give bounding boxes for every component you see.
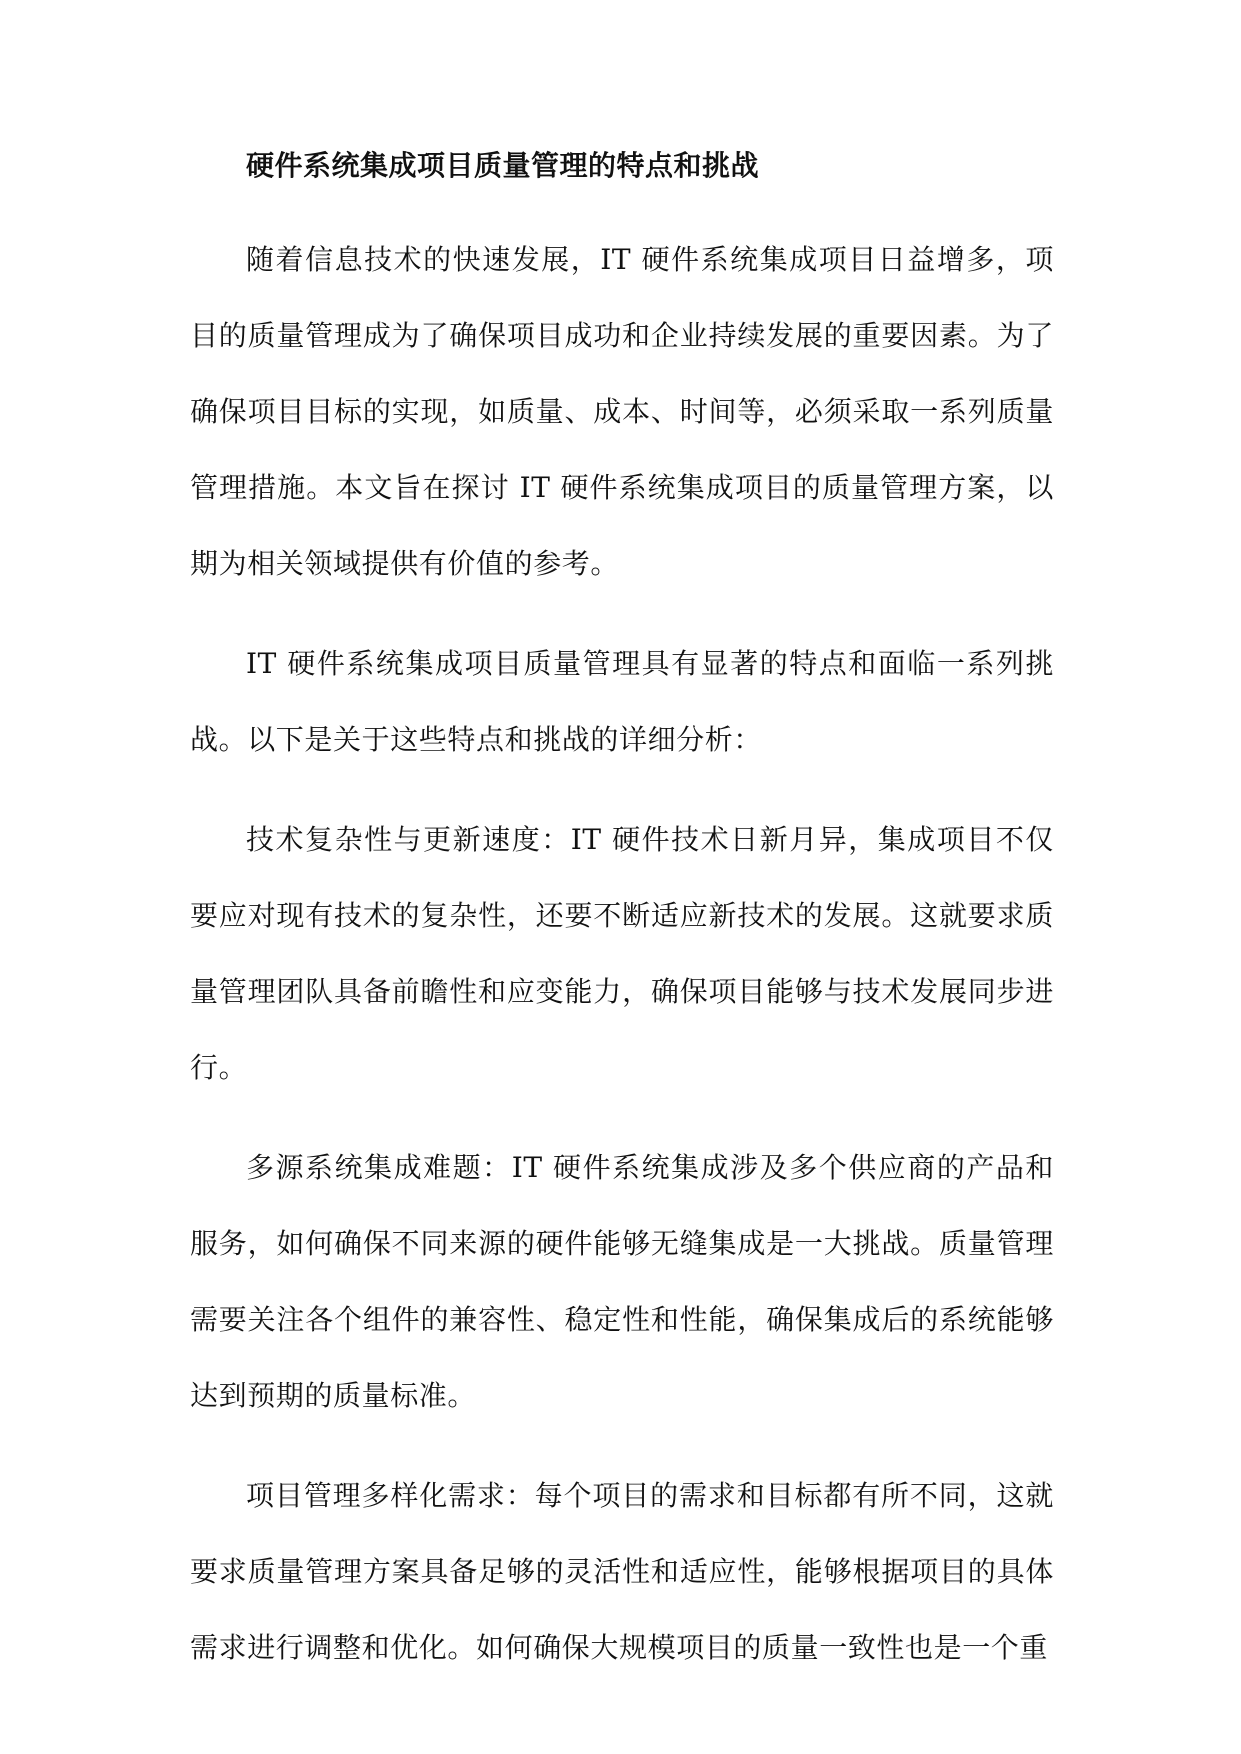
paragraph-overview: IT 硬件系统集成项目质量管理具有显著的特点和面临一系列挑战。以下是关于这些特点和挑战的详细分析： (190, 647, 1054, 756)
paragraph-technical-complexity: 技术复杂性与更新速度：IT 硬件技术日新月异，集成项目不仅要应对现有技术的复杂性，还要不断适应新技术的发展。这就要求质量管理团队具备前瞻性和应变能力，确保项目能够与技术发展同步进行。 (190, 823, 1054, 1084)
paragraph-multi-source-integration: 多源系统集成难题：IT 硬件系统集成涉及多个供应商的产品和服务，如何确保不同来源的硬件能够无缝集成是一大挑战。质量管理需要关注各个组件的兼容性、稳定性和性能，确保集成后的系统能够达到预期的质量标准。 (190, 1151, 1054, 1412)
paragraph-intro: 随着信息技术的快速发展，IT 硬件系统集成项目日益增多，项目的质量管理成为了确保项目成功和企业持续发展的重要因素。为了确保项目目标的实现，如质量、成本、时间等，必须采取一系列质量管理措施。本文旨在探讨 IT 硬件系统集成项目的质量管理方案，以期为相关领域提供有价值的参考。 (190, 243, 1054, 580)
document-body (190, 146, 1054, 1710)
paragraph-project-management-needs: 项目管理多样化需求：每个项目的需求和目标都有所不同，这就要求质量管理方案具备足够的灵活性和适应性，能够根据项目的具体需求进行调整和优化。如何确保大规模项目的质量一致性也是一个重 (190, 1479, 1054, 1664)
document-title: 硬件系统集成项目质量管理的特点和挑战 (246, 149, 760, 182)
